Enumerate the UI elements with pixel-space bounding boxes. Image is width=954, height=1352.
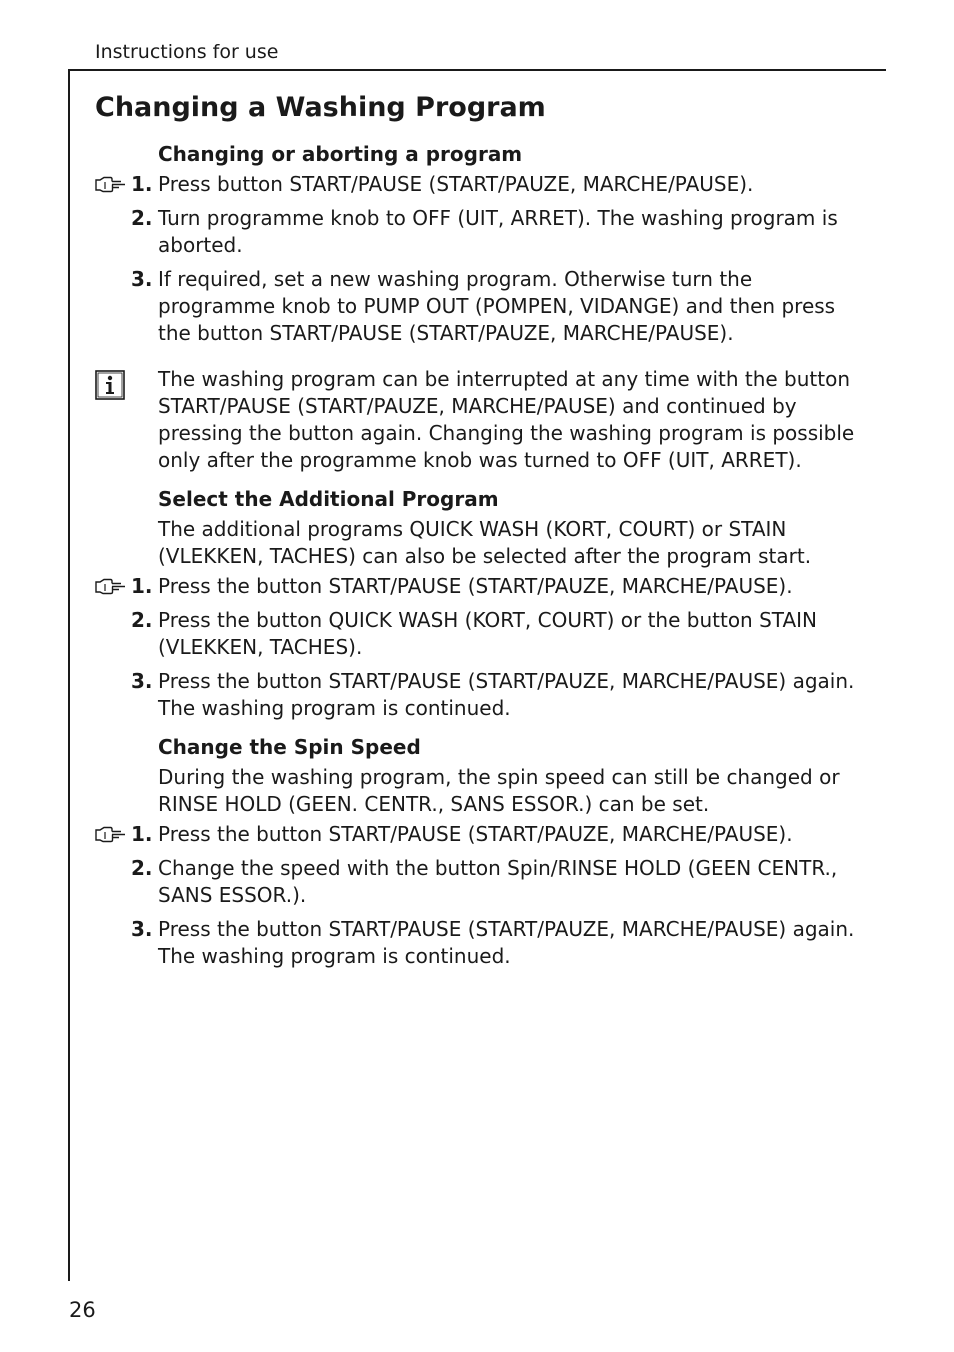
step-number: 3.: [131, 669, 153, 693]
page-content: [95, 141, 865, 970]
page-title: Changing a Washing Program: [95, 92, 546, 123]
step-list: [95, 171, 865, 347]
pointing-hand-icon: [95, 826, 127, 843]
section-heading: Select the Additional Program: [158, 487, 499, 511]
header-rule: [68, 69, 886, 71]
step-number: 2.: [131, 856, 153, 880]
step-number: 1.: [131, 822, 153, 846]
step-item: [95, 573, 865, 600]
info-icon: [95, 370, 125, 400]
step-item: [95, 205, 865, 259]
pointing-hand-icon: [95, 176, 127, 193]
step-number: 3.: [131, 267, 153, 291]
step-number: 2.: [131, 608, 153, 632]
step-item: [95, 821, 865, 848]
pointing-hand-icon: [95, 578, 127, 595]
step-text: Press the button QUICK WASH (KORT, COURT) or the button STAIN (VLEKKEN, TACHES).: [158, 608, 817, 659]
section-intro: During the washing program, the spin speed can still be changed or RINSE HOLD (GEEN. CENTR., SANS ESSOR.) can be set.: [158, 765, 840, 816]
step-text: Press the button START/PAUSE (START/PAUZE, MARCHE/PAUSE).: [158, 822, 793, 846]
section-additional-program: [95, 486, 865, 722]
step-item: [95, 171, 865, 198]
info-note: [95, 366, 865, 474]
step-item: [95, 916, 865, 970]
section-changing-aborting: [95, 141, 865, 474]
step-list: [95, 821, 865, 970]
step-text: Turn programme knob to OFF (UIT, ARRET). The washing program is aborted.: [158, 206, 838, 257]
step-item: [95, 855, 865, 909]
step-text: Press the button START/PAUSE (START/PAUZE, MARCHE/PAUSE) again. The washing program is continued.: [158, 669, 855, 720]
step-item: [95, 607, 865, 661]
note-text: The washing program can be interrupted at any time with the button START/PAUSE (START/PAUZE, MARCHE/PAUSE) and continued by pressing the button again. Changing the washing program is possible only after the programme knob was turned to OFF (UIT, ARRET).: [158, 367, 855, 472]
step-text: If required, set a new washing program. Otherwise turn the programme knob to PUMP OUT (POMPEN, VIDANGE) and then press the button START/PAUSE (START/PAUZE, MARCHE/PAUSE).: [158, 267, 836, 345]
running-head: Instructions for use: [95, 41, 279, 63]
step-item: [95, 668, 865, 722]
page-number: 26: [69, 1298, 96, 1322]
step-text: Press button START/PAUSE (START/PAUZE, MARCHE/PAUSE).: [158, 172, 754, 196]
step-text: Press the button START/PAUSE (START/PAUZE, MARCHE/PAUSE) again. The washing program is continued.: [158, 917, 855, 968]
step-text: Change the speed with the button Spin/RINSE HOLD (GEEN CENTR., SANS ESSOR.).: [158, 856, 838, 907]
step-number: 1.: [131, 574, 153, 598]
step-number: 3.: [131, 917, 153, 941]
step-text: Press the button START/PAUSE (START/PAUZE, MARCHE/PAUSE).: [158, 574, 793, 598]
step-list: [95, 573, 865, 722]
step-number: 1.: [131, 172, 153, 196]
section-spin-speed: [95, 734, 865, 970]
step-number: 2.: [131, 206, 153, 230]
section-heading: Changing or aborting a program: [158, 142, 523, 166]
section-intro: The additional programs QUICK WASH (KORT, COURT) or STAIN (VLEKKEN, TACHES) can also be selected after the program start.: [158, 517, 812, 568]
section-heading: Change the Spin Speed: [158, 735, 421, 759]
step-item: [95, 266, 865, 347]
margin-rule: [68, 69, 70, 1281]
